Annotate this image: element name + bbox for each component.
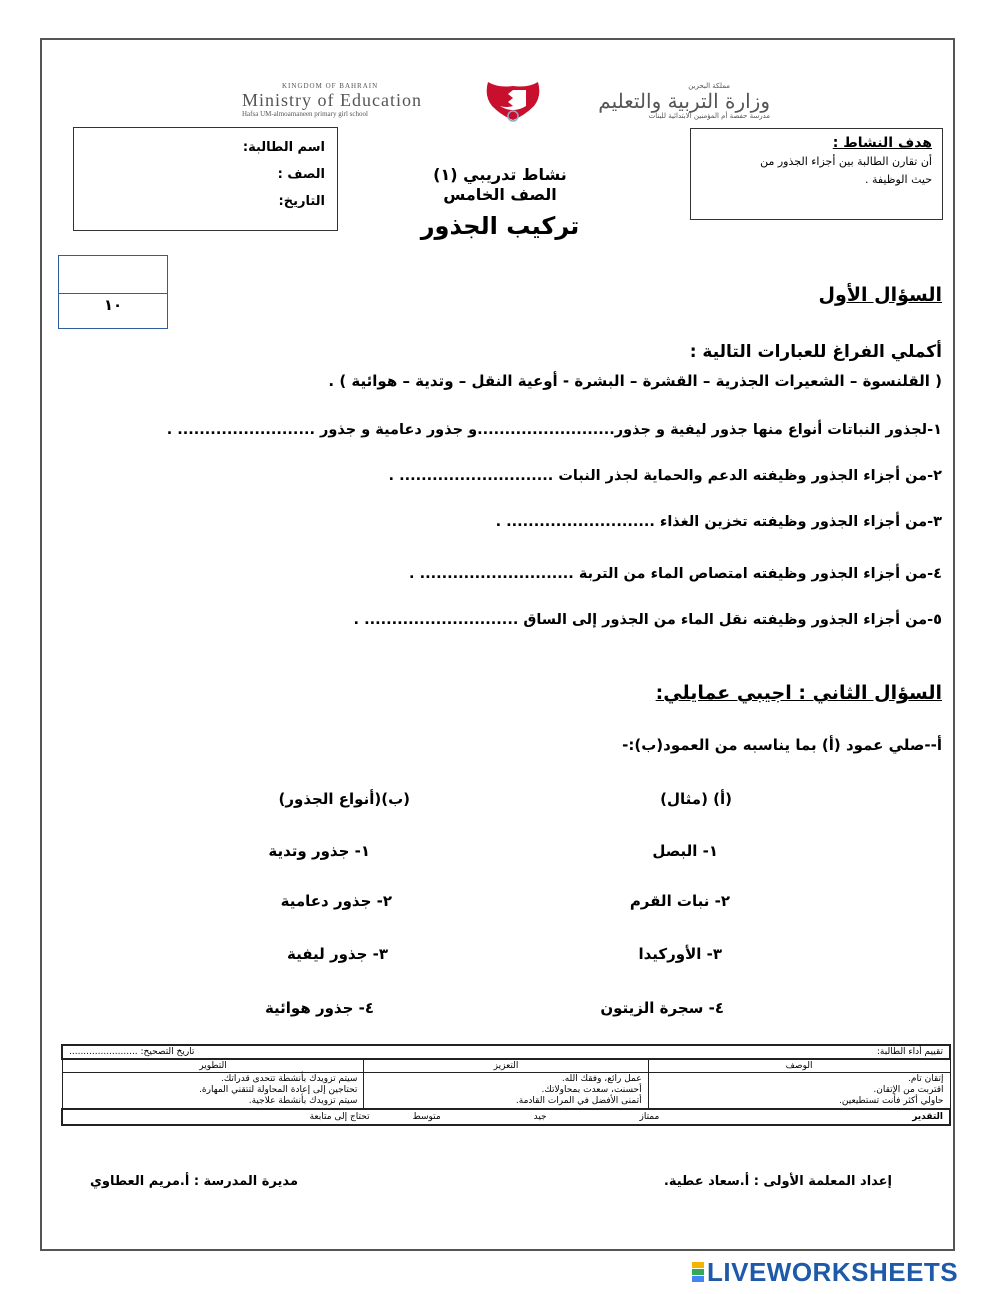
eval-reinforce-item: عمل رائع، وفقك الله. [561, 1074, 642, 1084]
col-b-item-2[interactable]: ٢- جذور دعامية [280, 892, 392, 910]
eval-reinforce-cell [364, 1073, 648, 1110]
evaluation-table [61, 1044, 951, 1126]
eval-grades-cell [62, 1109, 950, 1125]
col-b-header: (ب)(أنواع الجذور) [278, 790, 410, 808]
q1-item-5[interactable]: ٥-من أجزاء الجذور وظيفته نقل الماء من الجذور إلى الساق ............................ . [353, 612, 942, 628]
col-a-item-2[interactable]: ٢- نبات القرم [629, 892, 730, 910]
eval-col-reinforce: التعزيز [364, 1059, 648, 1073]
eval-col-desc: الوصف [648, 1059, 950, 1073]
eval-grade-option[interactable]: ممتاز [639, 1112, 660, 1122]
q1-title: السؤال الأول [818, 284, 942, 306]
eval-desc-cell [648, 1073, 950, 1110]
page-title: تركيب الجذور [420, 212, 580, 240]
activity-goal-box [690, 128, 943, 220]
col-b-item-4[interactable]: ٤- جذور هوائية [264, 999, 374, 1017]
eval-reinforce-item: أحسنت، سعدت بمحاولاتك. [541, 1085, 642, 1095]
activity-number: نشاط تدريبي (١) [433, 165, 567, 184]
score-divider [59, 293, 167, 294]
bahrain-emblem-icon [478, 76, 548, 124]
eval-reinforce-item: أتمنى الأفضل في المرات القادمة. [515, 1096, 642, 1106]
eval-desc-item: حاولي أكثر فأنت تستطيعين. [839, 1096, 944, 1106]
ministry-logo-english [242, 82, 482, 118]
liveworksheets-mark-icon [692, 1262, 704, 1283]
q1-item-4[interactable]: ٤-من أجزاء الجذور وظيفته امتصاص الماء من التربة ............................ . [409, 566, 942, 582]
goal-text-line1: أن تقارن الطالبة بين أجزاء الجذور من [760, 155, 932, 168]
col-a-item-1[interactable]: ١- البصل [652, 842, 718, 860]
worksheet-title-block [380, 165, 620, 243]
logo-ar-line2: وزارة التربية والتعليم [598, 89, 770, 113]
q2-instruction: أ--صلي عمود (أ) بما يناسبه من العمود(ب):- [622, 736, 942, 754]
eval-develop-item: سيتم تزويدك بأنشطة علاجية. [248, 1096, 358, 1106]
logo-en-line1: KINGDOM OF BAHRAIN [282, 82, 379, 90]
liveworksheets-brand: LIVEWORKSHEETS [707, 1256, 959, 1287]
col-b-item-1[interactable]: ١- جذور وتدية [268, 842, 370, 860]
q1-item-1[interactable]: ١-لجذور النباتات أنواع منها جذور ليفية و جذور.........................و جذور دعامية و جذور ......................... . [166, 422, 942, 438]
eval-grades-row [62, 1109, 950, 1125]
eval-grade-option[interactable]: تحتاج إلى متابعة [309, 1112, 370, 1122]
q1-item-2[interactable]: ٢-من أجزاء الجذور وظيفته الدعم والحماية لجذر النبات ............................ . [388, 468, 942, 484]
eval-date: تاريخ التصحيح: ........................ [62, 1045, 648, 1059]
eval-develop-item: سيتم تزويدك بأنشطة تتحدى قدراتك. [220, 1074, 358, 1084]
q2-title: السؤال الثاني : اجيبي عمايلي: [655, 682, 942, 704]
col-a-item-3[interactable]: ٣- الأوركيدا [638, 945, 722, 963]
eval-items-row [62, 1073, 950, 1110]
eval-develop-item: تحتاجين إلى إعادة المحاولة لتتقني المهارة. [199, 1085, 358, 1095]
goal-title: هدف النشاط : [832, 135, 932, 151]
eval-columns-row [62, 1059, 950, 1073]
grade-label: الصف الخامس [443, 185, 557, 204]
q1-item-3[interactable]: ٣-من أجزاء الجذور وظيفته تخزين الغذاء ........................... . [495, 514, 942, 530]
student-class-field[interactable]: الصف : [277, 167, 325, 182]
logo-en-line2: Ministry of Education [242, 90, 422, 110]
ministry-logo-arabic [550, 82, 770, 120]
eval-grade-option[interactable]: متوسط [412, 1112, 441, 1122]
eval-desc-item: اقتربت من الإتقان. [873, 1085, 944, 1095]
student-date-field[interactable]: التاريخ: [278, 194, 325, 209]
logo-en-line3: Hafsa UM-almoamaneen primary girl school [242, 110, 368, 118]
col-b-item-3[interactable]: ٣- جذور ليفية [286, 945, 388, 963]
score-box [58, 255, 168, 329]
q1-instruction: أكملي الفراغ للعبارات التالية : [689, 342, 942, 362]
student-name-field[interactable]: اسم الطالبة: [242, 140, 325, 155]
col-a-item-4[interactable]: ٤- سجرة الزيتون [600, 999, 724, 1017]
eval-col-develop: التطوير [62, 1059, 364, 1073]
student-info-box [73, 127, 338, 231]
q1-word-bank: ( القلنسوة – الشعيرات الجذرية – القشرة – البشرة - أوعية النقل – وتدية – هوائية ) . [328, 372, 942, 390]
eval-header-row [62, 1045, 950, 1059]
eval-grade-label: التقدير [912, 1112, 943, 1122]
score-total: ١٠ [103, 296, 123, 314]
liveworksheets-logo [692, 1258, 958, 1286]
logo-ar-line3: مدرسة حفصة أم المؤمنين الابتدائية للبنات [648, 112, 770, 120]
eval-title: تقييم أداء الطالبة: [648, 1045, 950, 1059]
principal-credit: مديرة المدرسة : أ.مريم العطاوي [89, 1174, 298, 1189]
teacher-credit: إعداد المعلمة الأولى : أ.سعاد عطية. [663, 1174, 892, 1189]
eval-develop-cell [62, 1073, 364, 1110]
col-a-header: (أ) (مثال) [660, 790, 732, 808]
goal-text-line2: حيث الوظيفة . [864, 173, 932, 186]
eval-desc-item: إتقان تام. [908, 1074, 944, 1084]
eval-grade-option[interactable]: جيد [533, 1112, 547, 1122]
logo-ar-line1: مملكة البحرين [688, 82, 730, 90]
